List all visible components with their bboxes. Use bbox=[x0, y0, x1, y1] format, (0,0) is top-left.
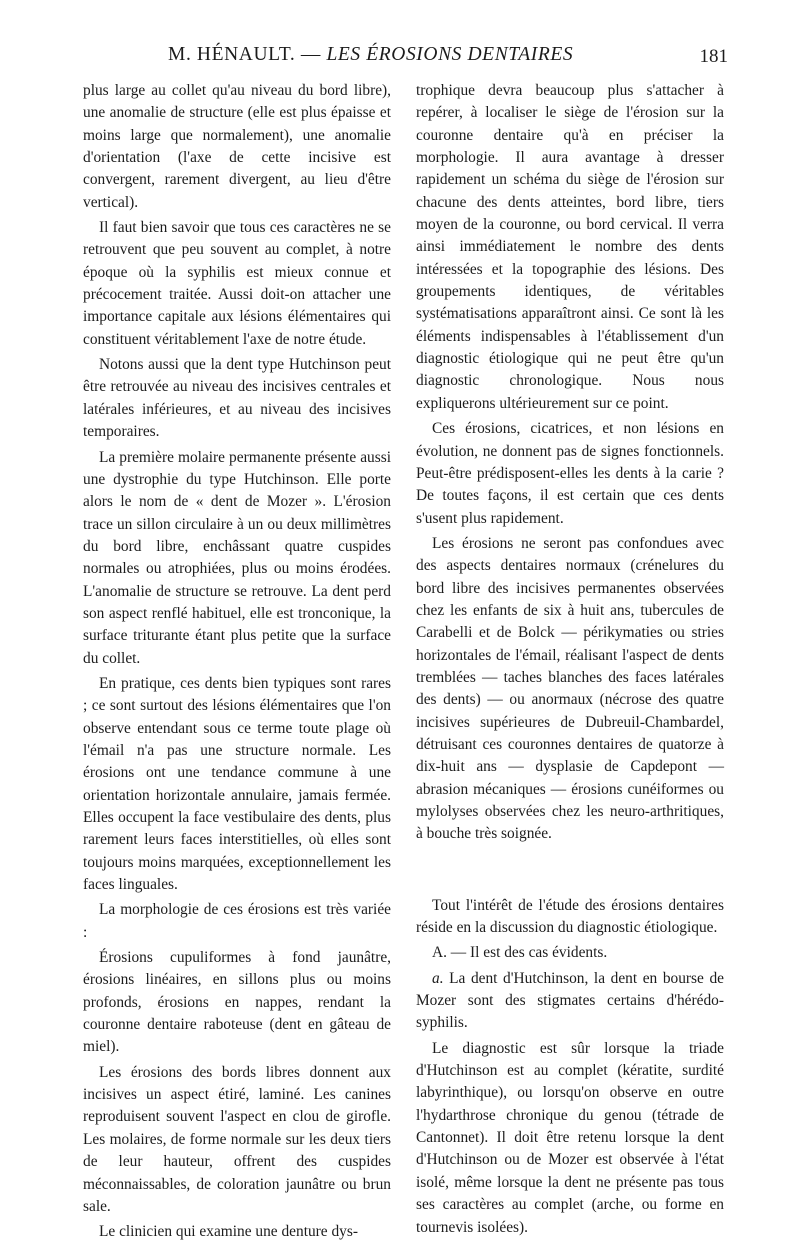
paragraph: Notons aussi que la dent type Hutchinson peut être retrouvée au niveau des incisives centrales et latérales inférieures, et au niveau des incisives temporaires. bbox=[83, 356, 391, 441]
item-marker: a. bbox=[432, 969, 444, 987]
paragraph: Le clinicien qui examine une denture dys- bbox=[99, 1223, 358, 1241]
section-heading-a: A. — Il est des cas évidents. bbox=[432, 944, 608, 962]
paragraph: Érosions cupuliformes à fond jaunâtre, érosions linéaires, en sillons plus ou moins profonds, érosions en nappes, rendant la couronne dentaire raboteuse (dent en gâteau de miel). bbox=[83, 949, 391, 1056]
page-number: 181 bbox=[699, 46, 728, 67]
paragraph: Les érosions des bords libres donnent aux incisives un aspect étiré, laminé. Les canines reproduisent souvent l'aspect en clou de girofle. Les molaires, de forme normale sur les deux tiers de leur hauteur, offrent des cuspides méconnaissables, de coloration jaunâtre ou brun sale. bbox=[83, 1063, 391, 1215]
title-separator: — bbox=[295, 44, 327, 65]
running-title bbox=[168, 44, 573, 66]
paragraph: plus large au collet qu'au niveau du bord libre), une anomalie de structure (elle est plus épaisse et moins large que normalement), une anomalie d'orientation (l'axe de cette incisive est convergent, rarement divergent, au lieu d'être vertical). bbox=[83, 82, 391, 211]
paragraph: En pratique, ces dents bien typiques sont rares ; ce sont surtout des lésions élémentaires que l'on observe entendant sous ce terme toute plage où l'émail n'a pas une structure normale. Les érosions ont une tendance commune à une orientation horizontale annulaire, jamais fermée. Elles occupent la face vestibulaire des dents, plus rarement leurs faces interstitielles, où elles sont toujours moins marquées, exceptionnellement les faces linguales. bbox=[83, 674, 391, 894]
paragraph: Il faut bien savoir que tous ces caractères ne se retrouvent que peu souvent au complet, à notre époque où la syphilis est mieux connue et précocement traitée. Aussi doit-on attacher une importance capitale aux lésions élémentaires qui constituent véritablement l'axe de notre étude. bbox=[83, 219, 391, 348]
paragraph: Tout l'intérêt de l'étude des érosions dentaires réside en la discussion du diagnostic étiologique. bbox=[416, 896, 724, 937]
item-text: La dent d'Hutchinson, la dent en bourse de Mozer sont des stigmates certains d'hérédo-syphilis. bbox=[416, 969, 724, 1032]
left-column bbox=[83, 80, 391, 1247]
paragraph: La première molaire permanente présente aussi une dystrophie du type Hutchinson. Elle porte alors le nom de « dent de Mozer ». L'érosion trace un sillon circulaire à un ou deux millimètres du bord libre, enchâssant quatre cuspides normales ou atrophiées, plus ou moins érodées. L'anomalie de structure se retrouve. La dent perd son aspect renflé habituel, elle est tronconique, la surface triturante étant plus petite que la surface du collet. bbox=[83, 448, 391, 667]
paragraph: Les érosions ne seront pas confondues avec des aspects dentaires normaux (crénelures du bord libre des incisives permanentes observées chez les enfants de six à huit ans, tubercules de Carabelli et de Bolck — périkymaties ou stries horizontales de l'émail, réalisant l'aspect de dents tremblées — taches blanches des faces latérales des dents) — ou anormaux (nécrose des quatre incisives supérieures de Dubreuil-Chambardel, détruisant ces couronnes dentaires de quatorze à dix-huit ans — dysplasie de Capdepont — abrasion mécaniques — érosions cunéiformes ou mylolyses observées chez les neuro-arthritiques, à bouche très soignée. bbox=[416, 534, 724, 843]
running-header bbox=[168, 44, 728, 74]
author-name: M. HÉNAULT. bbox=[168, 44, 296, 65]
article-title: LES ÉROSIONS DENTAIRES bbox=[326, 44, 574, 65]
paragraph-item-a bbox=[416, 968, 724, 1035]
paragraph: Ces érosions, cicatrices, et non lésions en évolution, ne donnent pas de signes fonctionnels. Peut-être prédisposent-elles les dents à la carie ? De toutes façons, il est certain que ces dents s'usent plus rapidement. bbox=[416, 420, 724, 527]
section-gap bbox=[416, 849, 724, 895]
right-column bbox=[416, 80, 724, 1242]
paragraph: trophique devra beaucoup plus s'attacher à repérer, à localiser le siège de l'érosion sur la couronne dentaire qu'à en préciser la morphologie. Il aura avantage à dresser rapidement un schéma du siège de l'érosion sur chacune des dents atteintes, bord libre, tiers moyen de la couronne, ou bord cervical. Il verra ainsi immédiatement le nombre des dents intéressées et la topographie des lésions. Des groupements identiques, de véritables systématisations apparaîtront ainsi. Ce sont là les éléments indispensables à l'établissement d'un diagnostic étiologique qui ne peut être qu'un diagnostic chronologique. Nous nous expliquerons ultérieurement sur ce point. bbox=[416, 82, 724, 412]
paragraph: Le diagnostic est sûr lorsque la triade d'Hutchinson est au complet (kératite, surdité labyrinthique), ou lorsqu'on observe en outre l'hydarthrose chronique du genou (tétrade de Cantonnet). Il doit être retenu lorsque la dent d'Hutchinson ou de Mozer est observée à l'état isolé, même lorsque la dent ne présente pas tous ses caractères au complet (arche, ou forme en tournevis isolées). bbox=[416, 1039, 724, 1236]
paragraph: La morphologie de ces érosions est très variée : bbox=[83, 901, 391, 941]
